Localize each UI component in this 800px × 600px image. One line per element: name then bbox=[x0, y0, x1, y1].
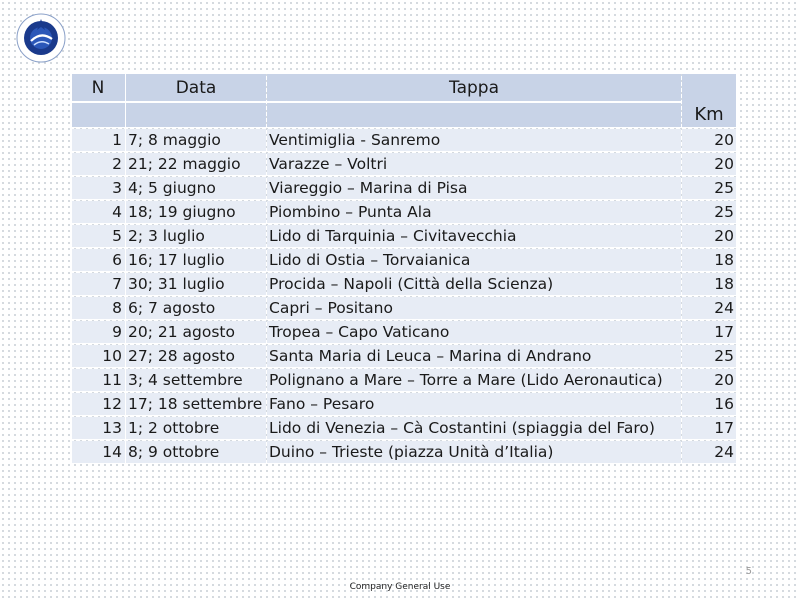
table-row bbox=[72, 129, 736, 151]
cell-data: 16; 17 luglio bbox=[126, 249, 266, 271]
cell-n: 12 bbox=[72, 393, 125, 415]
cell-data: 17; 18 settembre bbox=[126, 393, 266, 415]
column-header-n: N bbox=[72, 74, 125, 101]
table-row bbox=[72, 201, 736, 223]
cell-tappa: Lido di Venezia – Cà Costantini (spiaggia del Faro) bbox=[267, 417, 681, 439]
cell-km: 20 bbox=[682, 225, 736, 247]
cell-tappa: Duino – Trieste (piazza Unità d’Italia) bbox=[267, 441, 681, 463]
stages-table bbox=[71, 72, 737, 465]
cell-data: 30; 31 luglio bbox=[126, 273, 266, 295]
page-number: 5 bbox=[745, 566, 752, 577]
cell-data: 4; 5 giugno bbox=[126, 177, 266, 199]
cell-data: 27; 28 agosto bbox=[126, 345, 266, 367]
cell-data: 6; 7 agosto bbox=[126, 297, 266, 319]
cell-tappa: Lido di Ostia – Torvaianica bbox=[267, 249, 681, 271]
cell-km: 16 bbox=[682, 393, 736, 415]
cell-tappa: Piombino – Punta Ala bbox=[267, 201, 681, 223]
cell-n: 2 bbox=[72, 153, 125, 175]
cell-n: 4 bbox=[72, 201, 125, 223]
cell-data: 2; 3 luglio bbox=[126, 225, 266, 247]
cell-tappa: Lido di Tarquinia – Civitavecchia bbox=[267, 225, 681, 247]
cell-km: 25 bbox=[682, 177, 736, 199]
table-header-spacer-row bbox=[72, 103, 736, 127]
cell-data: 3; 4 settembre bbox=[126, 369, 266, 391]
table-row bbox=[72, 153, 736, 175]
cell-data: 20; 21 agosto bbox=[126, 321, 266, 343]
cell-km: 25 bbox=[682, 201, 736, 223]
table-row bbox=[72, 393, 736, 415]
cell-n: 6 bbox=[72, 249, 125, 271]
cell-km: 20 bbox=[682, 369, 736, 391]
table-row bbox=[72, 297, 736, 319]
stages-table-container bbox=[71, 72, 737, 465]
cell-n: 7 bbox=[72, 273, 125, 295]
cell-n: 3 bbox=[72, 177, 125, 199]
cell-n: 9 bbox=[72, 321, 125, 343]
table-header-row bbox=[72, 74, 736, 101]
table-row bbox=[72, 345, 736, 367]
footer-label: Company General Use bbox=[349, 582, 451, 592]
cell-km: 25 bbox=[682, 345, 736, 367]
spacer-cell bbox=[126, 103, 266, 127]
cell-km: 20 bbox=[682, 129, 736, 151]
cell-km: 24 bbox=[682, 441, 736, 463]
cell-tappa: Capri – Positano bbox=[267, 297, 681, 319]
cell-tappa: Santa Maria di Leuca – Marina di Andrano bbox=[267, 345, 681, 367]
cell-km: 17 bbox=[682, 417, 736, 439]
cell-data: 1; 2 ottobre bbox=[126, 417, 266, 439]
table-row bbox=[72, 417, 736, 439]
cell-data: 18; 19 giugno bbox=[126, 201, 266, 223]
cell-n: 10 bbox=[72, 345, 125, 367]
cell-tappa: Viareggio – Marina di Pisa bbox=[267, 177, 681, 199]
spacer-cell bbox=[267, 103, 681, 127]
cell-tappa: Procida – Napoli (Città della Scienza) bbox=[267, 273, 681, 295]
column-header-tappa: Tappa bbox=[267, 74, 681, 101]
cell-data: 8; 9 ottobre bbox=[126, 441, 266, 463]
cell-data: 7; 8 maggio bbox=[126, 129, 266, 151]
table-row bbox=[72, 225, 736, 247]
spacer-cell bbox=[72, 103, 125, 127]
cell-n: 13 bbox=[72, 417, 125, 439]
cell-km: 18 bbox=[682, 273, 736, 295]
cell-tappa: Fano – Pesaro bbox=[267, 393, 681, 415]
table-body bbox=[72, 129, 736, 463]
cell-n: 14 bbox=[72, 441, 125, 463]
association-logo-icon bbox=[16, 13, 66, 63]
cell-tappa: Ventimiglia - Sanremo bbox=[267, 129, 681, 151]
cell-tappa: Varazze – Voltri bbox=[267, 153, 681, 175]
cell-n: 5 bbox=[72, 225, 125, 247]
cell-km: 18 bbox=[682, 249, 736, 271]
table-row bbox=[72, 321, 736, 343]
table-row bbox=[72, 441, 736, 463]
cell-n: 11 bbox=[72, 369, 125, 391]
table-row bbox=[72, 369, 736, 391]
cell-n: 8 bbox=[72, 297, 125, 319]
cell-km: 20 bbox=[682, 153, 736, 175]
table-row bbox=[72, 249, 736, 271]
cell-km: 24 bbox=[682, 297, 736, 319]
table-row bbox=[72, 273, 736, 295]
table-row bbox=[72, 177, 736, 199]
cell-n: 1 bbox=[72, 129, 125, 151]
column-header-data: Data bbox=[126, 74, 266, 101]
cell-tappa: Tropea – Capo Vaticano bbox=[267, 321, 681, 343]
cell-data: 21; 22 maggio bbox=[126, 153, 266, 175]
cell-km: 17 bbox=[682, 321, 736, 343]
column-header-km: Km bbox=[682, 74, 736, 127]
cell-tappa: Polignano a Mare – Torre a Mare (Lido Aeronautica) bbox=[267, 369, 681, 391]
